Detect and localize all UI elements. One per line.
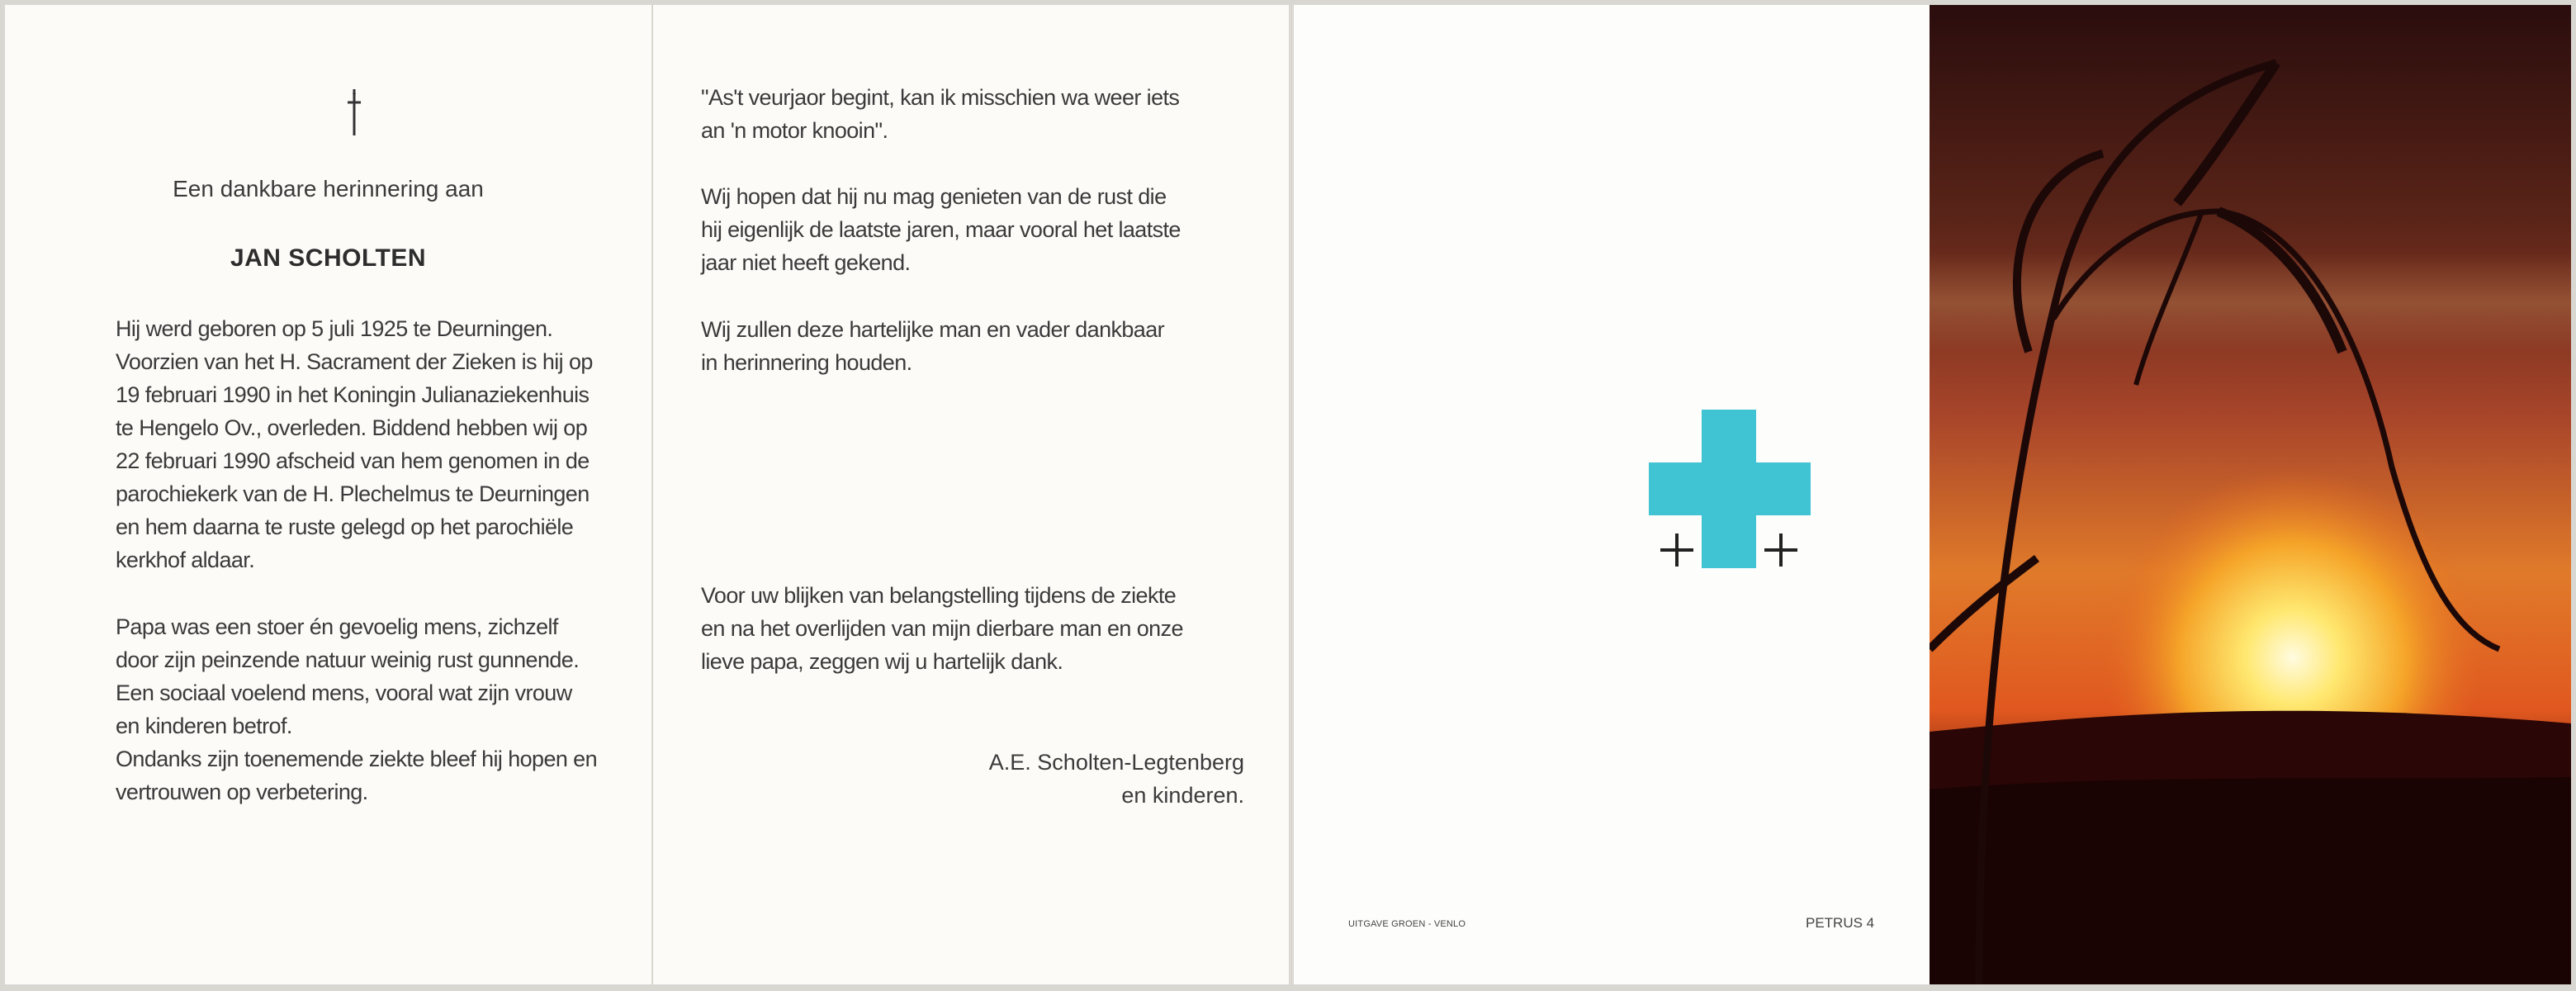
- cross-icon: [342, 88, 367, 137]
- publisher-label: UITGAVE GROEN - VENLO: [1348, 919, 1466, 929]
- biography-paragraph: [116, 312, 644, 576]
- text-line: Ondanks zijn toenemende ziekte bleef hij hopen en: [116, 747, 598, 771]
- sunset-wheat-photo-icon: [1930, 5, 2571, 984]
- text-line: kerkhof aldaar.: [116, 548, 255, 572]
- text-line: te Hengelo Ov., overleden. Biddend hebben wij op: [116, 415, 588, 440]
- thanks-paragraph: [701, 579, 1262, 678]
- text-line: "As't veurjaor begint, kan ik misschien wa weer iets: [701, 85, 1180, 110]
- intro-text: Een dankbare herinnering aan: [173, 176, 484, 202]
- quote-paragraph: [701, 81, 1262, 147]
- text-line: Wij zullen deze hartelijke man en vader dankbaar: [701, 317, 1165, 342]
- text-line: an 'n motor knooin".: [701, 118, 888, 143]
- series-label: PETRUS 4: [1806, 915, 1875, 931]
- memory-paragraph: [701, 313, 1262, 379]
- text-line: 19 februari 1990 in het Koningin Julianaziekenhuis: [116, 382, 590, 407]
- text-line: Hij werd geboren op 5 juli 1925 te Deurningen.: [116, 316, 553, 341]
- fold-line: [1290, 5, 1293, 984]
- text-line: lieve papa, zeggen wij u hartelijk dank.: [701, 649, 1063, 674]
- middle-panel: [653, 5, 1289, 984]
- signature-line: en kinderen.: [1121, 783, 1244, 808]
- text-line: Wij hopen dat hij nu mag genieten van de rust die: [701, 184, 1167, 209]
- text-line: en kinderen betrof.: [116, 714, 292, 738]
- text-line: Voor uw blijken van belangstelling tijdens de ziekte: [701, 583, 1177, 608]
- text-line: hij eigenlijk de laatste jaren, maar vooral het laatste: [701, 217, 1181, 242]
- character-paragraph: [116, 610, 644, 808]
- text-line: Papa was een stoer én gevoelig mens, zichzelf: [116, 614, 558, 639]
- text-line: jaar niet heeft gekend.: [701, 250, 911, 275]
- cross-logo-icon: [1649, 410, 1814, 575]
- text-line: Voorzien van het H. Sacrament der Zieken is hij op: [116, 349, 593, 374]
- left-panel: [5, 5, 651, 984]
- text-line: en hem daarna te ruste gelegd op het parochiële: [116, 514, 574, 539]
- back-panel: [1294, 5, 1930, 984]
- text-line: vertrouwen op verbetering.: [116, 780, 368, 804]
- text-line: door zijn peinzende natuur weinig rust gunnende.: [116, 647, 580, 672]
- cover-panel: [1930, 5, 2571, 984]
- deceased-name: JAN SCHOLTEN: [230, 244, 427, 272]
- signature-line: A.E. Scholten-Legtenberg: [988, 750, 1244, 775]
- signature: [701, 746, 1244, 812]
- text-line: 22 februari 1990 afscheid van hem genomen in de: [116, 448, 590, 473]
- text-line: en na het overlijden van mijn dierbare man en onze: [701, 616, 1183, 641]
- text-line: Een sociaal voelend mens, vooral wat zijn vrouw: [116, 680, 572, 705]
- text-line: in herinnering houden.: [701, 350, 912, 375]
- text-line: parochiekerk van de H. Plechelmus te Deurningen: [116, 481, 590, 506]
- hope-paragraph: [701, 180, 1262, 279]
